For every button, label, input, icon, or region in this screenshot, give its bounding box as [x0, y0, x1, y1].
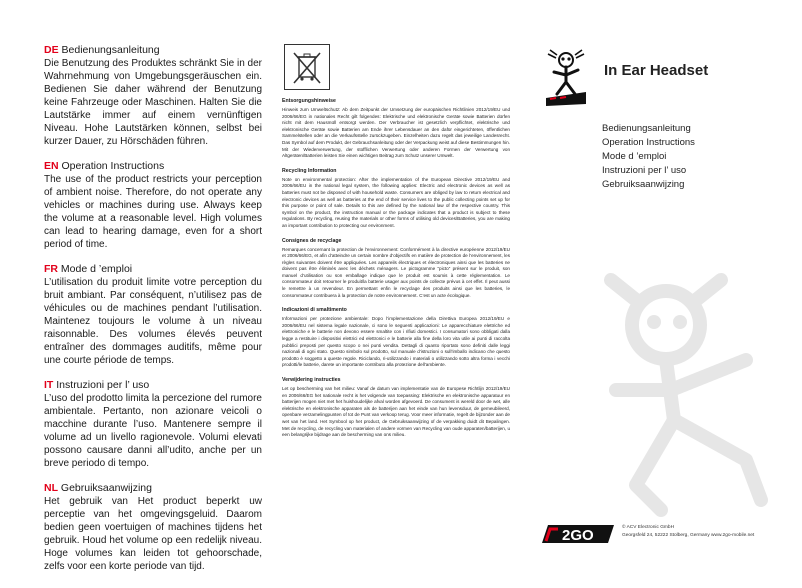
- lang-block-it: [44, 379, 266, 470]
- section-title: Entsorgungshinweise: [282, 98, 336, 104]
- lang-title: Mode d ’emploi: [60, 263, 133, 275]
- imprint-company: © ACV Electronic GmbH: [622, 525, 675, 530]
- section-text: Informazioni per protezione ambientale: Dopo l’implementazione della Direttiva Europea 2012/19/EU e 2006/66/EU nel sistema legale nazionale, ci sono le seguenti applicazioni: Le apparecchiature elettriche ed elettroniche e le batterie non devono essere smaltite con i rifiuti domestici. I consumatori sono obbligati dalla legge a restituire i dispositivi elettrici ed elettronici e le batterie alla fine della loro vita utile ai punti di raccolta pubblici preposti per questo scopo o nei punti vendita. Dettagli di quanto riportato sono definiti dalle leggi nazionali di ogni stato. Questo simbolo sul prodotto, sul manuale d’istruzioni o sull’imballo indicano che questo prodotto è soggetto a queste regole. Riciclando, ri-utilizzando i materiali o utilizzando sotto altra forma i vecchi prodotti/le batterie, darete un importante contributo alla protezione dell’ambiente.: [282, 316, 510, 368]
- brand-logo-text: 2GO: [562, 527, 594, 544]
- section-text: Note on environmental protection: After the implementation of the European Directive 2012/19/EU and 2006/66/EU in the national legal system, the following applies: Electric and electronic devices as well as batteries must not be disposed of with household waste. Consumers are obliged by law to return electrical and electronic devices as well as batteries at the end of their service lives to the public collecting points set up for this purpose or point of sale. Details to this are defined by the national law of the respective country. This symbol on the product, the instruction manual or the package indicates that a product is subject to these regulations. By recycling, reusing the materials or other forms of utilising old devices/Batteries, you are making an important contribution to protecting our environment.: [282, 176, 510, 228]
- section-text: Remarques concernant la protection de l’environnement: Conformément à la directive européenne 2012/19/EU et 2006/66/EG, et afin d’atteindre un certain nombre d’objectifs en matière de protection de l’environnement, les règles suivantes doivent être appliquées. Les appareils électriques et électroniques ainsi que les batteries ne doivent pas être éliminés avec les déchets ménagers. Le pictogramme “picto” présent sur le produit, son manuel d’utilisation ou son emballage indique que le produit est soumis à cette réglementation. Le consommateur doit retourner le produit/la batterie usager aux points de collecte prévus à cet effet. Il peut aussi le remettre à un revendeur. En permettant enfin le recyclage des produits ainsi que les batteries, le consommateur contribuera à la protection de notre environnement. C’est un acte écologique.: [282, 246, 510, 298]
- section-text: Hinweis zum Umweltschutz: Ab dem Zeitpunkt der Umsetzung der europäischen Richtlinien 2012/19/EU und 2006/66/EG in nationales Recht gilt folgendes: Elektrische und elektronische Geräte sowie Batterien dürfen nicht mit dem Hausmüll entsorgt werden. Der Verbraucher ist gesetzlich verpflichtet, elektrische und elektronische Geräte sowie Batterien am Ende ihrer Lebensdauer an den dafür eingerichteten, öffentlichen Sammelstellen oder an die Verkaufsstelle zurückzugeben. Einzelheiten dazu regelt das jeweilige Landesrecht. Das Symbol auf dem Produkt, der Gebrauchsanleitung oder der Verpackung weist auf diese Bestimmungen hin. Mit der Wiederverwertung, der stofflichen Verwertung oder anderen Formen der Verwertung von Altgeräten/Batterien leisten Sie einen wichtigen Beitrag zum Schutz unserer Umwelt.: [282, 107, 510, 159]
- section-title: Consignes de recyclage: [282, 237, 342, 244]
- mascot-watermark: [596, 270, 796, 525]
- lang-text: The use of the product restricts your perception of ambient noise. Therefore, do not operate any vehicles or machines during use. Always keep the volume at a reasonable level. High volumes can lead to hearing damage, even for a short period of time.: [44, 174, 262, 250]
- lang-code: FR: [44, 263, 58, 275]
- section-title: Verwijdering instructies: [282, 377, 341, 383]
- lang-text: Die Benutzung des Produktes schränkt Sie in der Wahrnehmung von Umgebungsgeräuschen ein. Bedienen Sie daher während der Benutzung keine Fahrzeuge oder Maschinen. Halten Sie die Lautstärke immer auf einem vernünftigen Niveau. Hohe Lautstärken können, selbst bei kurzer Dauer, zu Hörschäden führen.: [44, 58, 262, 147]
- lang-text: Het gebruik van Het product beperkt uw perceptie van het omgevingsgeluid. Daarom bedien geen voertuigen of machines tijdens het gebruik. Houd het volume op een redelijk niveau. Hoge volumes kan leiden tot gehoorschade, zelfs voor een korte periode van tijd.: [44, 496, 262, 572]
- disposal-section-en: [282, 168, 522, 230]
- lang-heading: [44, 379, 266, 392]
- lang-title: Bedienungsanleitung: [61, 44, 160, 56]
- lang-title: Instruzioni per l’ uso: [56, 379, 150, 391]
- lang-code: DE: [44, 44, 59, 56]
- section-text: Let op bescherming van het milieu: Vanaf de datum van implementatie van de Europese Richtlijn 2012/19/EU en 2006/66/EG het nationale recht is het volgende van toepassing: Elektrische en elektronische apparatuur en batterijen mogen niet met het huishoudelijke afval worden afgevoerd. De consument is wereld door de wet, alle elektrische en elektronische apparaten als de batterijen aan het einde van hun levensduur, de gemeubileerd, openbare verzamelingpunten of tot de Punt van verkoop terug. Voor meer informatie, regelt de bijzonder aan de wet van het land. Het Symbool op het product, de Gebruiksaanwijzing of de verpakking duidt dit Bepalingen. Met de recycling, de recycling van materialen of andere vormen van Recycling van oude apparaten/batterijen, u een belangrijke bijdrage aan de bescherming van ons milieu.: [282, 386, 510, 438]
- disposal-section-de: [282, 98, 522, 160]
- section-title: Indicazioni di smaltimento: [282, 307, 347, 314]
- left-column: [0, 0, 266, 588]
- lang-heading: [44, 44, 266, 57]
- language-item: Instruzioni per l’ uso: [602, 165, 687, 176]
- lang-heading: [44, 263, 266, 276]
- middle-column: [282, 0, 522, 588]
- disposal-section-nl: [282, 377, 522, 439]
- disposal-section-it: [282, 307, 522, 369]
- imprint-address: Georgsfeld 24, 52222 Stolberg, Germany www.2go-mobile.net: [622, 533, 755, 538]
- language-list: [602, 122, 695, 192]
- lang-code: IT: [44, 379, 54, 391]
- language-item: Operation Instructions: [602, 137, 695, 148]
- lang-heading: [44, 482, 266, 495]
- weee-bin-icon: [284, 44, 330, 90]
- lang-heading: [44, 160, 266, 173]
- imprint: [622, 524, 754, 540]
- lang-title: Gebruiksaanwijzing: [60, 482, 152, 494]
- brand-2go-logo: [540, 523, 616, 545]
- lang-title: Operation Instructions: [61, 160, 165, 172]
- language-item: Mode d ’emploi: [602, 151, 667, 162]
- lang-block-en: [44, 160, 266, 251]
- lang-block-fr: [44, 263, 266, 367]
- lang-block-nl: [44, 482, 266, 573]
- language-item: Bedienungsanleitung: [602, 123, 691, 134]
- product-title: In Ear Headset: [604, 62, 709, 79]
- right-column: [530, 0, 802, 588]
- section-title: Recycling Information: [282, 167, 337, 174]
- disposal-section-fr: [282, 238, 522, 300]
- lang-block-de: [44, 44, 266, 148]
- lang-text: L’uso del prodotto limita la percezione del rumore ambientale. Pertanto, non azionare veicoli o macchine durante l’uso. Mantenere sempre il volume ad un livello ragionevole. Volumi elevati possono causare danni all’udito, anche per un breve periodo di tempo.: [44, 393, 262, 469]
- brand-mascot-logo: [542, 48, 590, 106]
- language-item: Gebruiksaanwijzing: [602, 179, 685, 190]
- lang-code: NL: [44, 482, 58, 494]
- lang-text: L’utilisation du produit limite votre perception du bruit ambiant. Par conséquent, n’utilisez pas de véhicules ou de machines pendant l’utilisation. Maintenez toujours le volume à un niveau raisonnable. Des volumes élevés peuvent entraîner des dommages auditifs, même pour une courte période de temps.: [44, 277, 262, 366]
- lang-code: EN: [44, 160, 59, 172]
